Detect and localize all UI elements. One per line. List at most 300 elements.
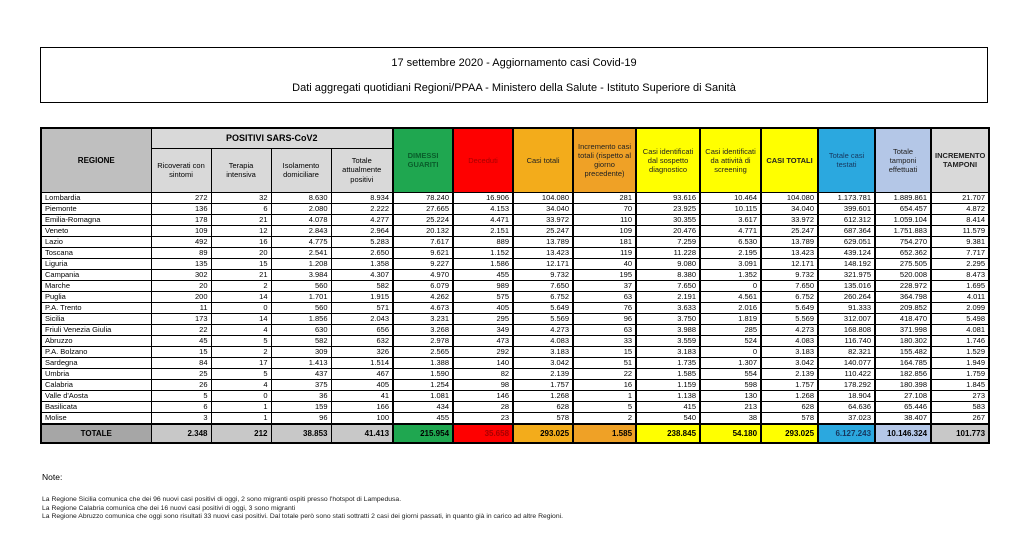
value-cell: 598	[700, 379, 761, 390]
notes-section	[42, 472, 563, 522]
value-cell: 434	[393, 401, 453, 412]
total-ricoverati: 2.348	[151, 424, 211, 443]
value-cell: 23.925	[636, 203, 700, 214]
table-row	[41, 401, 989, 412]
value-cell: 1.819	[700, 313, 761, 324]
total-casi-testati: 6.127.243	[818, 424, 875, 443]
value-cell: 2.080	[271, 203, 331, 214]
table-row	[41, 214, 989, 225]
value-cell: 1.138	[636, 390, 700, 401]
value-cell: 2.151	[453, 225, 513, 236]
value-cell: 2.222	[331, 203, 393, 214]
value-cell: 26	[151, 379, 211, 390]
value-cell: 654.457	[875, 203, 931, 214]
value-cell: 10.464	[700, 192, 761, 203]
value-cell: 98	[453, 379, 513, 390]
value-cell: 25.247	[513, 225, 573, 236]
value-cell: 34.040	[513, 203, 573, 214]
value-cell: 13.423	[761, 247, 818, 258]
column-header-regione: REGIONE	[41, 128, 151, 192]
value-cell: 110.422	[818, 368, 875, 379]
region-name: Toscana	[41, 247, 151, 258]
total-attualmente-positivi: 41.413	[331, 424, 393, 443]
value-cell: 364.798	[875, 291, 931, 302]
value-cell: 4.872	[931, 203, 989, 214]
value-cell: 5	[211, 335, 271, 346]
value-cell: 1.413	[271, 357, 331, 368]
value-cell: 30.355	[636, 214, 700, 225]
region-name: Campania	[41, 269, 151, 280]
column-header-incremento-tamponi: INCREMENTO TAMPONI	[931, 128, 989, 192]
table-row	[41, 203, 989, 214]
total-casi-totali: 293.025	[513, 424, 573, 443]
value-cell: 889	[453, 236, 513, 247]
table-row	[41, 412, 989, 424]
value-cell: 583	[931, 401, 989, 412]
total-isolamento: 38.853	[271, 424, 331, 443]
value-cell: 628	[513, 401, 573, 412]
table-row	[41, 269, 989, 280]
covid-data-table-wrap	[40, 127, 990, 444]
value-cell: 2.843	[271, 225, 331, 236]
value-cell: 2.565	[393, 346, 453, 357]
region-name: Liguria	[41, 258, 151, 269]
table-row	[41, 379, 989, 390]
value-cell: 1.757	[761, 379, 818, 390]
value-cell: 168.808	[818, 324, 875, 335]
value-cell: 1	[211, 401, 271, 412]
value-cell: 7.617	[393, 236, 453, 247]
value-cell: 1.268	[513, 390, 573, 401]
table-row	[41, 368, 989, 379]
subheader-terapia-intensiva: Terapia intensiva	[211, 148, 271, 192]
value-cell: 21.707	[931, 192, 989, 203]
column-header-incremento-casi: Incremento casi totali (rispetto al giorno precedente)	[573, 128, 636, 192]
value-cell: 4.273	[513, 324, 573, 335]
note-lines	[42, 496, 563, 522]
value-cell: 2.541	[271, 247, 331, 258]
value-cell: 1.735	[636, 357, 700, 368]
table-row	[41, 236, 989, 247]
value-cell: 181	[573, 236, 636, 247]
value-cell: 4.307	[331, 269, 393, 280]
value-cell: 96	[573, 313, 636, 324]
value-cell: 37	[573, 280, 636, 291]
region-name: Umbria	[41, 368, 151, 379]
value-cell: 12.171	[761, 258, 818, 269]
value-cell: 1.590	[393, 368, 453, 379]
value-cell: 292	[453, 346, 513, 357]
column-header-sospetto-diagnostico: Casi identificati dal sospetto diagnostico	[636, 128, 700, 192]
table-footer	[41, 424, 989, 443]
value-cell: 130	[700, 390, 761, 401]
value-cell: 51	[573, 357, 636, 368]
value-cell: 16.906	[453, 192, 513, 203]
subheader-ricoverati-sintomi: Ricoverati con sintomi	[151, 148, 211, 192]
title-line-1: 17 settembre 2020 - Aggiornamento casi Covid-19	[391, 57, 637, 69]
value-cell: 1.585	[636, 368, 700, 379]
region-name: P.A. Trento	[41, 302, 151, 313]
value-cell: 2.016	[700, 302, 761, 313]
value-cell: 1.695	[931, 280, 989, 291]
value-cell: 2.191	[636, 291, 700, 302]
value-cell: 228.972	[875, 280, 931, 291]
value-cell: 467	[331, 368, 393, 379]
table-header	[41, 128, 989, 192]
value-cell: 4.083	[513, 335, 573, 346]
value-cell: 3.042	[761, 357, 818, 368]
value-cell: 1.352	[700, 269, 761, 280]
value-cell: 629.051	[818, 236, 875, 247]
value-cell: 7.717	[931, 247, 989, 258]
value-cell: 7.650	[636, 280, 700, 291]
value-cell: 1.701	[271, 291, 331, 302]
value-cell: 8.414	[931, 214, 989, 225]
value-cell: 15	[151, 346, 211, 357]
value-cell: 405	[331, 379, 393, 390]
value-cell: 326	[331, 346, 393, 357]
value-cell: 554	[700, 368, 761, 379]
value-cell: 3.268	[393, 324, 453, 335]
value-cell: 560	[271, 280, 331, 291]
value-cell: 76	[573, 302, 636, 313]
value-cell: 275.505	[875, 258, 931, 269]
table-row	[41, 258, 989, 269]
value-cell: 70	[573, 203, 636, 214]
value-cell: 182.856	[875, 368, 931, 379]
value-cell: 135.016	[818, 280, 875, 291]
table-row	[41, 192, 989, 203]
column-header-casi-totali: Casi totali	[513, 128, 573, 192]
value-cell: 13.789	[513, 236, 573, 247]
value-cell: 1.173.781	[818, 192, 875, 203]
value-cell: 1.152	[453, 247, 513, 258]
column-header-dimessi-guariti: DIMESSI GUARITI	[393, 128, 453, 192]
value-cell: 25.224	[393, 214, 453, 225]
value-cell: 109	[573, 225, 636, 236]
value-cell: 9.732	[513, 269, 573, 280]
value-cell: 4.775	[271, 236, 331, 247]
value-cell: 82.321	[818, 346, 875, 357]
value-cell: 0	[700, 346, 761, 357]
value-cell: 582	[331, 280, 393, 291]
value-cell: 1.514	[331, 357, 393, 368]
value-cell: 1.915	[331, 291, 393, 302]
value-cell: 2	[211, 346, 271, 357]
value-cell: 1.268	[761, 390, 818, 401]
column-header-attivita-screening: Casi identificati da attività di screening	[700, 128, 761, 192]
value-cell: 14	[211, 313, 271, 324]
value-cell: 5.649	[761, 302, 818, 313]
value-cell: 13.423	[513, 247, 573, 258]
value-cell: 0	[211, 390, 271, 401]
value-cell: 104.080	[761, 192, 818, 203]
total-incremento-casi: 1.585	[573, 424, 636, 443]
value-cell: 3.183	[513, 346, 573, 357]
total-tamponi-effettuati: 10.146.324	[875, 424, 931, 443]
value-cell: 1.889.861	[875, 192, 931, 203]
table-row	[41, 346, 989, 357]
value-cell: 1.949	[931, 357, 989, 368]
note-line: La Regione Calabria comunica che dei 16 nuovi casi positivi di oggi, 3 sono migranti	[42, 504, 296, 512]
value-cell: 375	[271, 379, 331, 390]
value-cell: 455	[453, 269, 513, 280]
value-cell: 578	[761, 412, 818, 424]
column-header-casi-testati: Totale casi testati	[818, 128, 875, 192]
value-cell: 628	[761, 401, 818, 412]
value-cell: 180.302	[875, 335, 931, 346]
value-cell: 6.752	[513, 291, 573, 302]
value-cell: 1	[573, 390, 636, 401]
value-cell: 4.471	[453, 214, 513, 225]
value-cell: 20.132	[393, 225, 453, 236]
value-cell: 2	[211, 280, 271, 291]
value-cell: 9.732	[761, 269, 818, 280]
region-name: Sicilia	[41, 313, 151, 324]
value-cell: 5.569	[761, 313, 818, 324]
value-cell: 119	[573, 247, 636, 258]
value-cell: 9.227	[393, 258, 453, 269]
region-name: Lombardia	[41, 192, 151, 203]
value-cell: 40	[573, 258, 636, 269]
title-line-2: Dati aggregati quotidiani Regioni/PPAA - Ministero della Salute - Istituto Superiore di Sanità	[292, 82, 736, 94]
value-cell: 1.759	[931, 368, 989, 379]
value-cell: 3.988	[636, 324, 700, 335]
value-cell: 20.476	[636, 225, 700, 236]
value-cell: 540	[636, 412, 700, 424]
total-terapia-intensiva: 212	[211, 424, 271, 443]
value-cell: 14	[211, 291, 271, 302]
value-cell: 6.752	[761, 291, 818, 302]
value-cell: 418.470	[875, 313, 931, 324]
value-cell: 17	[211, 357, 271, 368]
value-cell: 33.972	[513, 214, 573, 225]
value-cell: 13.789	[761, 236, 818, 247]
value-cell: 11.579	[931, 225, 989, 236]
value-cell: 260.264	[818, 291, 875, 302]
value-cell: 25.247	[761, 225, 818, 236]
value-cell: 41	[331, 390, 393, 401]
value-cell: 2.139	[761, 368, 818, 379]
value-cell: 520.008	[875, 269, 931, 280]
value-cell: 4.273	[761, 324, 818, 335]
value-cell: 136	[151, 203, 211, 214]
table-row	[41, 247, 989, 258]
table-body	[41, 192, 989, 424]
value-cell: 164.785	[875, 357, 931, 368]
value-cell: 3.231	[393, 313, 453, 324]
value-cell: 9.080	[636, 258, 700, 269]
value-cell: 273	[931, 390, 989, 401]
region-name: Marche	[41, 280, 151, 291]
total-incremento-tamponi: 101.773	[931, 424, 989, 443]
value-cell: 4.081	[931, 324, 989, 335]
value-cell: 524	[700, 335, 761, 346]
value-cell: 91.333	[818, 302, 875, 313]
value-cell: 28	[453, 401, 513, 412]
column-header-tamponi-effettuati: Totale tamponi effettuati	[875, 128, 931, 192]
value-cell: 195	[573, 269, 636, 280]
title-box	[40, 47, 988, 103]
value-cell: 632	[331, 335, 393, 346]
value-cell: 309	[271, 346, 331, 357]
value-cell: 180.398	[875, 379, 931, 390]
value-cell: 146	[453, 390, 513, 401]
region-name: Puglia	[41, 291, 151, 302]
region-name: Sardegna	[41, 357, 151, 368]
region-name: Calabria	[41, 379, 151, 390]
value-cell: 0	[211, 302, 271, 313]
value-cell: 15	[573, 346, 636, 357]
value-cell: 1	[211, 412, 271, 424]
value-cell: 6	[211, 203, 271, 214]
value-cell: 18.904	[818, 390, 875, 401]
note-line: La Regione Sicilia comunica che dei 96 nuovi casi positivi di oggi, 2 sono migranti ospiti presso l'hotspot di Lampedusa.	[42, 496, 402, 503]
region-name: Basilicata	[41, 401, 151, 412]
value-cell: 84	[151, 357, 211, 368]
value-cell: 1.845	[931, 379, 989, 390]
value-cell: 1.254	[393, 379, 453, 390]
value-cell: 571	[331, 302, 393, 313]
value-cell: 349	[453, 324, 513, 335]
table-row	[41, 390, 989, 401]
value-cell: 5.569	[513, 313, 573, 324]
value-cell: 140.077	[818, 357, 875, 368]
value-cell: 33.972	[761, 214, 818, 225]
value-cell: 612.312	[818, 214, 875, 225]
region-name: Abruzzo	[41, 335, 151, 346]
region-name: Lazio	[41, 236, 151, 247]
table-row	[41, 313, 989, 324]
value-cell: 2.139	[513, 368, 573, 379]
value-cell: 473	[453, 335, 513, 346]
value-cell: 8.630	[271, 192, 331, 203]
value-cell: 109	[151, 225, 211, 236]
value-cell: 159	[271, 401, 331, 412]
table-row	[41, 302, 989, 313]
value-cell: 20	[211, 247, 271, 258]
value-cell: 89	[151, 247, 211, 258]
value-cell: 38.407	[875, 412, 931, 424]
value-cell: 9.381	[931, 236, 989, 247]
value-cell: 560	[271, 302, 331, 313]
note-line: La Regione Abruzzo comunica che oggi sono risultati 33 nuovi casi positivi. Dal totale però sono stati sottratti 2 casi dei giorni passati, in quanto già in carico ad altre Regioni.	[42, 513, 564, 521]
value-cell: 582	[271, 335, 331, 346]
value-cell: 11.228	[636, 247, 700, 258]
value-cell: 32	[211, 192, 271, 203]
value-cell: 1.159	[636, 379, 700, 390]
total-sospetto-diagnostico: 238.845	[636, 424, 700, 443]
value-cell: 1.388	[393, 357, 453, 368]
value-cell: 2.043	[331, 313, 393, 324]
value-cell: 1.751.883	[875, 225, 931, 236]
value-cell: 23	[453, 412, 513, 424]
value-cell: 22	[151, 324, 211, 335]
table-row	[41, 291, 989, 302]
value-cell: 93.616	[636, 192, 700, 203]
value-cell: 12.171	[513, 258, 573, 269]
value-cell: 20	[151, 280, 211, 291]
value-cell: 148.192	[818, 258, 875, 269]
value-cell: 285	[700, 324, 761, 335]
value-cell: 110	[573, 214, 636, 225]
value-cell: 16	[573, 379, 636, 390]
value-cell: 166	[331, 401, 393, 412]
value-cell: 21	[211, 214, 271, 225]
value-cell: 1.586	[453, 258, 513, 269]
notes-title: Note:	[42, 472, 63, 482]
value-cell: 1.358	[331, 258, 393, 269]
column-header-casi-totali-caps: CASI TOTALI	[761, 128, 818, 192]
value-cell: 64.636	[818, 401, 875, 412]
value-cell: 405	[453, 302, 513, 313]
value-cell: 155.482	[875, 346, 931, 357]
region-name: Piemonte	[41, 203, 151, 214]
value-cell: 178	[151, 214, 211, 225]
value-cell: 399.601	[818, 203, 875, 214]
value-cell: 267	[931, 412, 989, 424]
value-cell: 4	[211, 379, 271, 390]
value-cell: 4.083	[761, 335, 818, 346]
value-cell: 1.307	[700, 357, 761, 368]
value-cell: 10.115	[700, 203, 761, 214]
value-cell: 3.633	[636, 302, 700, 313]
region-name: Veneto	[41, 225, 151, 236]
value-cell: 754.270	[875, 236, 931, 247]
value-cell: 687.364	[818, 225, 875, 236]
value-cell: 21	[211, 269, 271, 280]
value-cell: 12	[211, 225, 271, 236]
value-cell: 11	[151, 302, 211, 313]
value-cell: 1.757	[513, 379, 573, 390]
value-cell: 209.852	[875, 302, 931, 313]
value-cell: 27.108	[875, 390, 931, 401]
value-cell: 272	[151, 192, 211, 203]
value-cell: 37.023	[818, 412, 875, 424]
region-name: Molise	[41, 412, 151, 424]
value-cell: 2.295	[931, 258, 989, 269]
covid-data-table	[40, 127, 990, 444]
value-cell: 2.964	[331, 225, 393, 236]
value-cell: 116.740	[818, 335, 875, 346]
value-cell: 15	[211, 258, 271, 269]
total-dimessi-guariti: 215.954	[393, 424, 453, 443]
value-cell: 5.498	[931, 313, 989, 324]
value-cell: 4.277	[331, 214, 393, 225]
value-cell: 173	[151, 313, 211, 324]
value-cell: 578	[513, 412, 573, 424]
value-cell: 16	[211, 236, 271, 247]
value-cell: 135	[151, 258, 211, 269]
total-casi-totali-caps: 293.025	[761, 424, 818, 443]
value-cell: 4.673	[393, 302, 453, 313]
value-cell: 4.771	[700, 225, 761, 236]
value-cell: 4.153	[453, 203, 513, 214]
subheader-totale-attualmente-positivi: Totale attualmente positivi	[331, 148, 393, 192]
table-row	[41, 280, 989, 291]
value-cell: 65.446	[875, 401, 931, 412]
value-cell: 213	[700, 401, 761, 412]
value-cell: 295	[453, 313, 513, 324]
table-row	[41, 357, 989, 368]
value-cell: 78.240	[393, 192, 453, 203]
value-cell: 140	[453, 357, 513, 368]
value-cell: 63	[573, 324, 636, 335]
value-cell: 3.559	[636, 335, 700, 346]
value-cell: 100	[331, 412, 393, 424]
total-label: TOTALE	[41, 424, 151, 443]
value-cell: 3.984	[271, 269, 331, 280]
